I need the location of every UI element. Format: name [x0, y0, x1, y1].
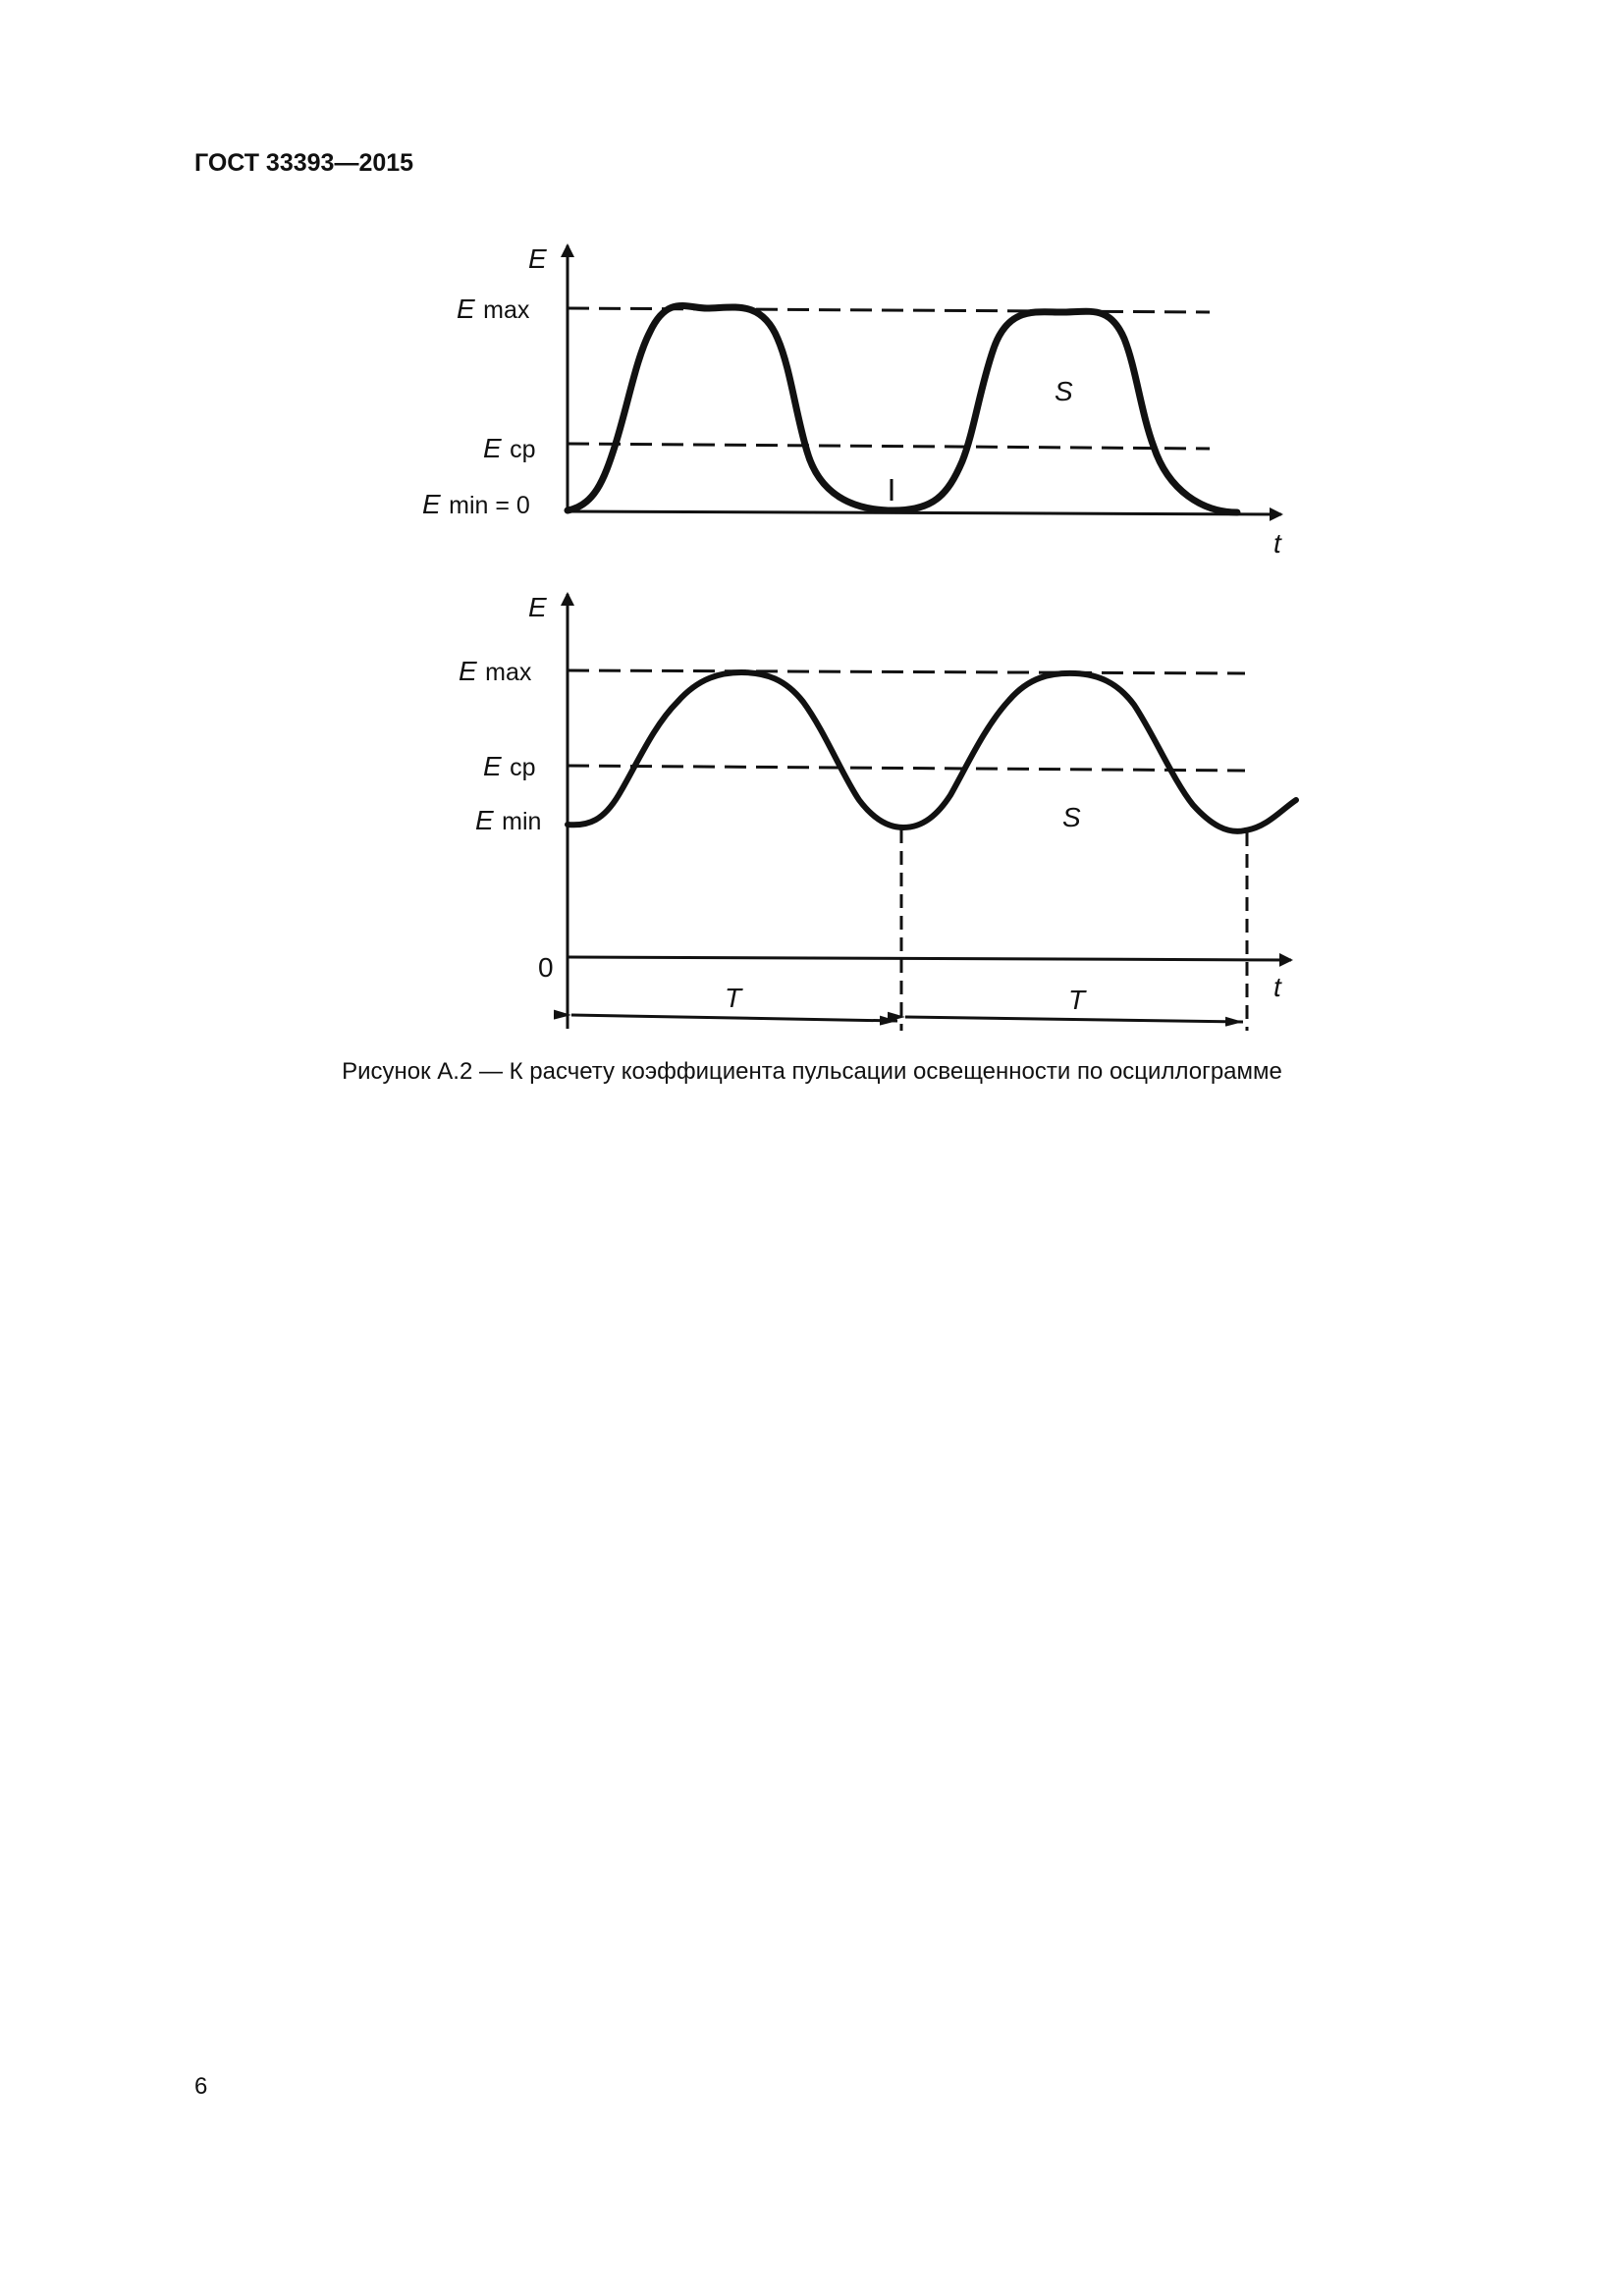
document-header: ГОСТ 33393—2015	[194, 149, 414, 177]
top-x-axis	[568, 511, 1281, 514]
bottom-plot	[459, 592, 1296, 1031]
bottom-waveform	[568, 672, 1296, 831]
bottom-x-axis-label: t	[1273, 972, 1281, 1002]
top-emax-label	[457, 294, 530, 324]
bottom-ecp-label	[483, 751, 536, 781]
top-emin-label	[422, 489, 530, 519]
top-emin-letter: E	[422, 489, 441, 519]
top-x-axis-label: t	[1273, 528, 1281, 559]
top-waveform	[568, 305, 1237, 512]
top-ecp-letter: E	[483, 433, 502, 463]
bottom-emax-sub: max	[485, 659, 532, 686]
bottom-area-label: S	[1062, 802, 1081, 832]
oscillogram-figure	[0, 0, 1624, 1041]
top-ecp-line	[568, 444, 1210, 449]
period-label-1: T	[725, 983, 742, 1013]
bottom-y-axis-label: E	[528, 592, 547, 622]
bottom-x-axis	[568, 957, 1291, 960]
bottom-zero-label: 0	[538, 952, 554, 983]
top-plot	[422, 243, 1282, 559]
top-emax-letter: E	[457, 294, 475, 324]
period-label-2: T	[1068, 985, 1086, 1015]
bottom-ecp-sub: ср	[510, 754, 536, 781]
top-ecp-label	[483, 433, 536, 463]
bottom-emax-line	[568, 670, 1245, 673]
bottom-emax-label	[459, 656, 532, 686]
bottom-ecp-letter: E	[483, 751, 502, 781]
bottom-emin-letter: E	[475, 805, 494, 835]
bottom-emin-label	[475, 805, 541, 835]
period-dimension-2	[905, 1017, 1243, 1022]
figure-caption: Рисунок А.2 — К расчету коэффициента пульсации освещенности по осциллограмме	[342, 1058, 1282, 1085]
bottom-emax-letter: E	[459, 656, 477, 686]
bottom-ecp-line	[568, 766, 1245, 771]
period-dimension-1	[571, 1015, 897, 1021]
top-emin-sub: min = 0	[449, 492, 530, 519]
top-ecp-sub: ср	[510, 436, 536, 463]
top-y-axis-label: E	[528, 243, 547, 274]
top-emax-sub: max	[483, 296, 530, 324]
page-number: 6	[194, 2073, 208, 2100]
top-area-label: S	[1055, 376, 1073, 406]
bottom-emin-sub: min	[502, 808, 542, 835]
